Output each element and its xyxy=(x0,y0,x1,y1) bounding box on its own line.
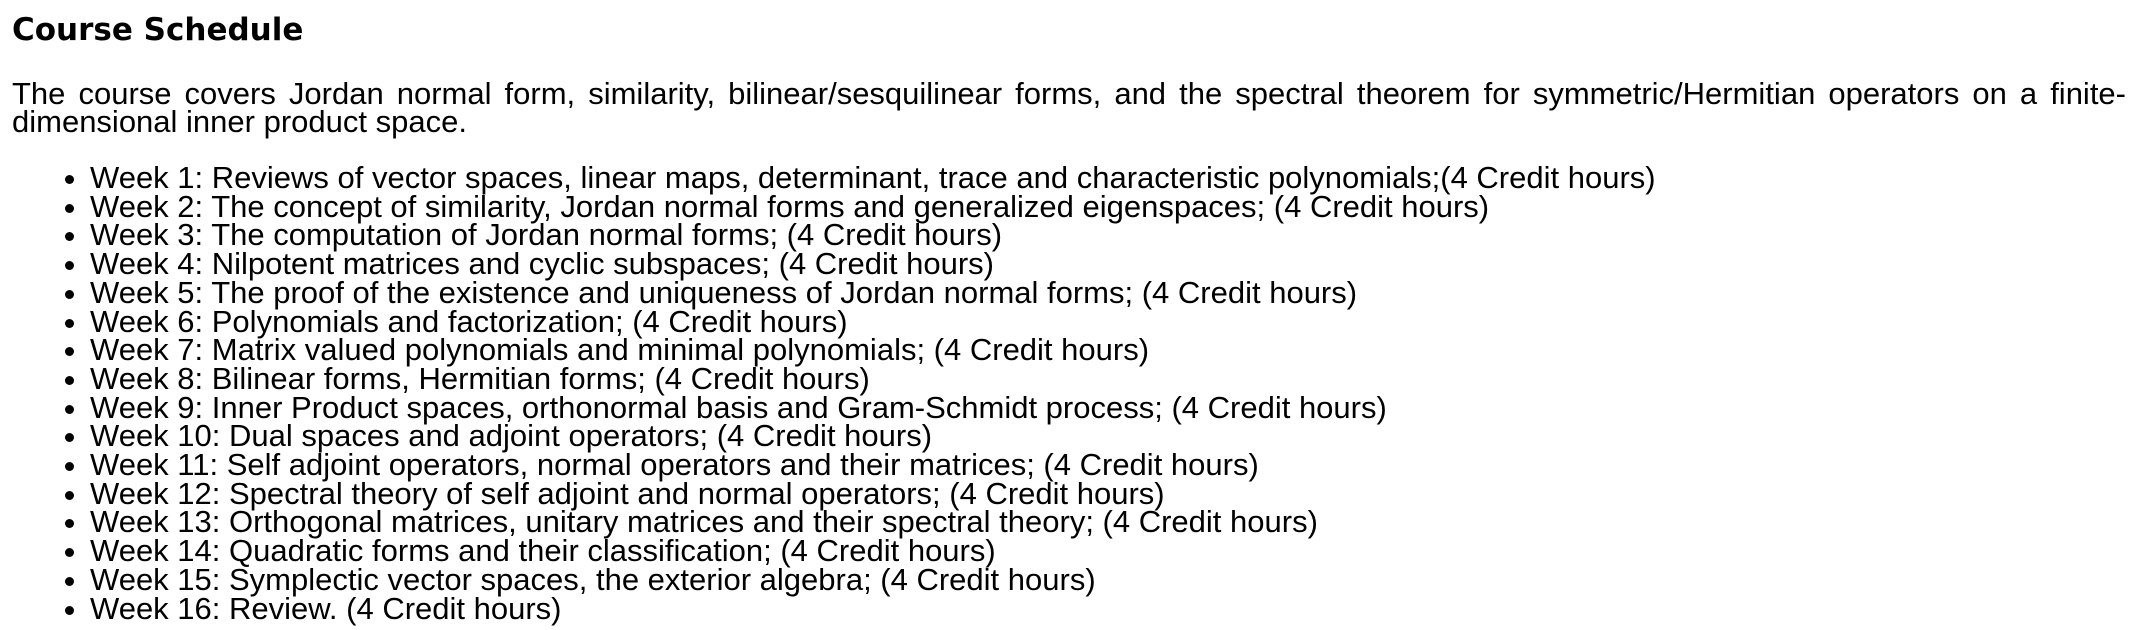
week-list xyxy=(12,160,2126,626)
week-item: • Week 2: The concept of similarity, Jordan normal forms and generalized eigenspaces; (4 Credit hours) xyxy=(90,193,2126,222)
week-item: • Week 11: Self adjoint operators, normal operators and their matrices; (4 Credit hours) xyxy=(90,451,2126,480)
course-intro: The course covers Jordan normal form, similarity, bilinear/sesquilinear forms, and the spectral theorem for symmetric/Hermitian operators on a finite-dimensional inner product space. xyxy=(12,76,2126,139)
week-item: • Week 14: Quadratic forms and their classification; (4 Credit hours) xyxy=(90,537,2126,566)
week-item: • Week 7: Matrix valued polynomials and minimal polynomials; (4 Credit hours) xyxy=(90,336,2126,365)
section-heading: Course Schedule xyxy=(12,12,304,48)
week-item: • Week 1: Reviews of vector spaces, linear maps, determinant, trace and characteristic polynomials;(4 Credit hours) xyxy=(90,164,2126,193)
week-item: • Week 6: Polynomials and factorization; (4 Credit hours) xyxy=(90,308,2126,337)
week-item: • Week 12: Spectral theory of self adjoint and normal operators; (4 Credit hours) xyxy=(90,480,2126,509)
week-item: • Week 13: Orthogonal matrices, unitary matrices and their spectral theory; (4 Credit hours) xyxy=(90,508,2126,537)
week-item: • Week 4: Nilpotent matrices and cyclic subspaces; (4 Credit hours) xyxy=(90,250,2126,279)
week-item: • Week 5: The proof of the existence and uniqueness of Jordan normal forms; (4 Credit hours) xyxy=(90,279,2126,308)
week-item: • Week 9: Inner Product spaces, orthonormal basis and Gram-Schmidt process; (4 Credit hours) xyxy=(90,394,2126,423)
week-item: • Week 8: Bilinear forms, Hermitian forms; (4 Credit hours) xyxy=(90,365,2126,394)
week-item: • Week 16: Review. (4 Credit hours) xyxy=(90,595,2126,624)
course-schedule-page xyxy=(0,10,2138,630)
week-item: • Week 10: Dual spaces and adjoint operators; (4 Credit hours) xyxy=(90,422,2126,451)
week-item: • Week 15: Symplectic vector spaces, the exterior algebra; (4 Credit hours) xyxy=(90,566,2126,595)
week-item: • Week 3: The computation of Jordan normal forms; (4 Credit hours) xyxy=(90,221,2126,250)
